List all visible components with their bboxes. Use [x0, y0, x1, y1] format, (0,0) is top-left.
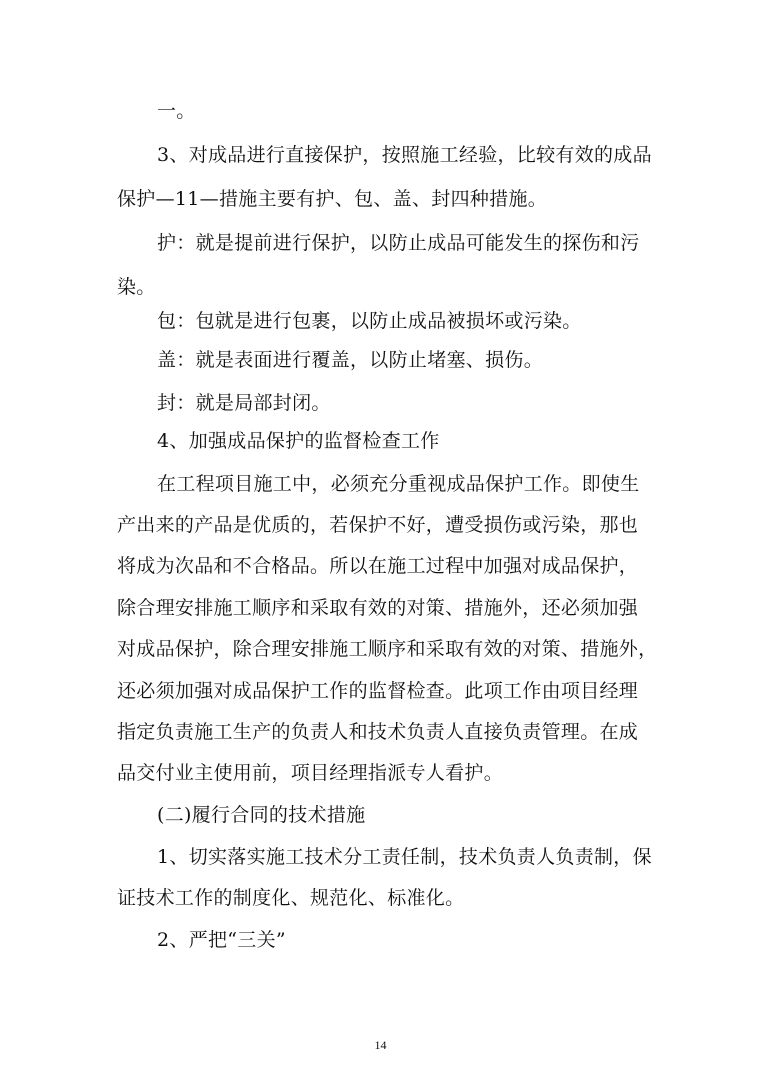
- text-line: 还必须加强对成品保护工作的监督检查。此项工作由项目经理: [117, 680, 639, 702]
- text-line: 染。: [117, 276, 156, 298]
- text-line: 将成为次品和不合格品。所以在施工过程中加强对成品保护，: [117, 555, 639, 577]
- section-heading: 4、加强成品保护的监督检查工作: [157, 430, 440, 452]
- text-line: 包：包就是进行包裹，以防止成品被损坏或污染。: [157, 310, 582, 332]
- text-line: 对成品保护，除合理安排施工顺序和采取有效的对策、措施外，: [117, 638, 658, 660]
- text-line: 除合理安排施工顺序和采取有效的对策、措施外，还必须加强: [117, 597, 639, 619]
- text-line: 护：就是提前进行保护，以防止成品可能发生的探伤和污: [157, 232, 640, 254]
- text-line: 品交付业主使用前，项目经理指派专人看护。: [117, 762, 504, 784]
- text-line: 一。: [157, 100, 196, 122]
- text-line: 3、对成品进行直接保护，按照施工经验，比较有效的成品: [157, 144, 652, 166]
- text-line: 证技术工作的制度化、规范化、标准化。: [117, 887, 465, 909]
- text-line: 盖：就是表面进行覆盖，以防止堵塞、损伤。: [157, 349, 544, 371]
- text-line: 保护—11—措施主要有护、包、盖、封四种措施。: [117, 188, 548, 210]
- text-line: 封：就是局部封闭。: [157, 392, 331, 414]
- text-line: 1、切实落实施工技术分工责任制，技术负责人负责制，保: [157, 846, 652, 868]
- text-line: 在工程项目施工中，必须充分重视成品保护工作。即使生: [157, 473, 640, 495]
- text-line: 指定负责施工生产的负责人和技术负责人直接负责管理。在成: [117, 721, 639, 743]
- page-number: 14: [374, 1038, 387, 1052]
- section-heading: (二)履行合同的技术措施: [157, 804, 366, 826]
- text-line: 产出来的产品是优质的，若保护不好，遭受损伤或污染，那也: [117, 514, 639, 536]
- text-line: 2、严把“三关”: [157, 929, 286, 951]
